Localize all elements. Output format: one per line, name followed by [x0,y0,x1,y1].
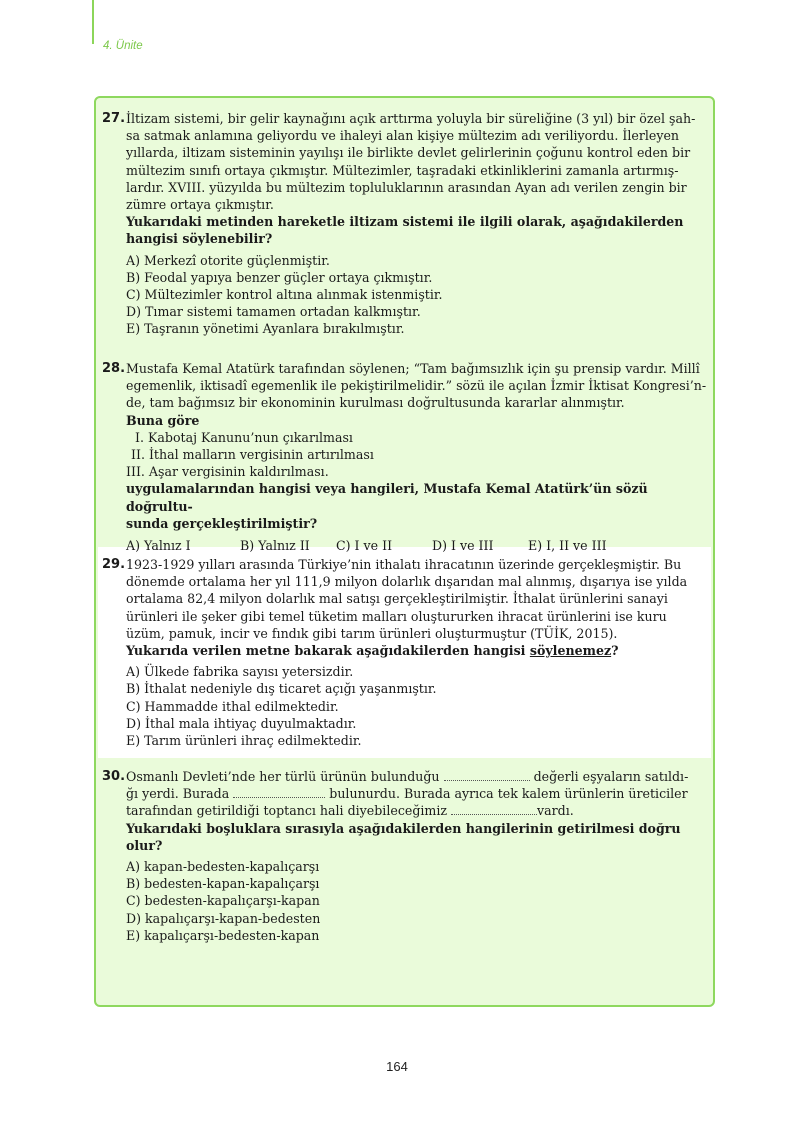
question-prompt: uygulamalarından hangisi veya hangileri, Mustafa Kemal Atatürk’ün sözü doğrultu- [126,481,648,514]
question-28 [102,360,708,554]
text-fragment: vardı. [537,803,574,819]
roman-item: I. Kabotaj Kanunu’nun çıkarılması [135,429,353,445]
question-text-line: mültezim sınıfı ortaya çıkmıştır. Mültezimler, taşradaki etkinliklerini zamanla artırmış- [126,162,679,178]
option-b[interactable]: B) bedesten-kapan-kapalıçarşı [126,876,320,892]
question-prompt [126,642,708,659]
question-text-line: dönemde ortalama her yıl 111,9 milyon dolarlık dışarıdan mal alınmış, dışarıya ise yılda [126,574,688,590]
text-fragment: değerli eşyaların satıldı- [529,769,689,784]
option-d[interactable]: D) kapalıçarşı-kapan-bedesten [126,910,321,926]
question-prompt: sunda gerçekleştirilmiştir? [126,515,318,531]
question-lead: Buna göre [126,412,200,428]
unit-label: 4. Ünite [103,40,143,52]
question-29 [102,556,708,749]
question-text-line [126,802,708,819]
question-text-line: ürünleri ile şeker gibi temel tüketim malları oluştururken ihracat ürünlerini ise kuru [126,608,667,624]
option-e[interactable]: E) kapalıçarşı-bedesten-kapan [126,927,320,943]
option-c[interactable]: C) I ve II [336,538,393,554]
question-number: 29. [102,557,126,572]
text-fragment: bulunurdu. Burada ayrıca tek kalem ürünlerin üreticiler [325,786,688,802]
page-number: 164 [386,1059,408,1074]
question-text-line: yıllarda, iltizam sisteminin yayılışı ile birlikte devlet gelirlerinin çoğunu kontrol eden bir [126,145,691,161]
question-text-line [126,785,708,802]
option-e[interactable]: E) Taşranın yönetimi Ayanlara bırakılmıştır. [126,321,405,337]
option-d[interactable]: D) İthal mala ihtiyaç duyulmaktadır. [126,715,357,731]
option-b[interactable]: B) Yalnız II [240,538,310,554]
answer-options [126,252,708,338]
question-text-line: üzüm, pamuk, incir ve fındık gibi tarım ürünleri oluşturmuştur (TÜİK, 2015). [126,625,618,641]
option-b[interactable]: B) Feodal yapıya benzer güçler ortaya çıkmıştır. [126,269,433,285]
roman-item: II. İthal malların vergisinin artırılması [131,447,374,463]
roman-item: III. Aşar vergisinin kaldırılması. [126,464,329,480]
answer-options [126,537,708,554]
question-text-line: İltizam sistemi, bir gelir kaynağını açık arttırma yoluyla bir süreliğine (3 yıl) bir özel şah- [126,111,696,126]
question-text-line: zümre ortaya çıkmıştır. [126,197,274,213]
option-c[interactable]: C) Mültezimler kontrol altına alınmak istenmiştir. [126,287,443,303]
question-text-line: de, tam bağımsız bir ekonominin kurulması doğrultusunda kararlar alınmıştır. [126,395,625,411]
option-d[interactable]: D) Tımar sistemi tamamen ortadan kalkmıştır. [126,304,421,320]
option-c[interactable]: C) Hammadde ithal edilmektedir. [126,698,339,714]
option-b[interactable]: B) İthalat nedeniyle dış ticaret açığı yaşanmıştır. [126,681,437,697]
prompt-text: Yukarıda verilen metne bakarak aşağıdakilerden hangisi [126,643,530,659]
text-fragment: ğı yerdi. Burada [126,786,234,802]
prompt-end: ? [611,643,619,659]
question-30 [102,768,708,944]
question-prompt: Yukarıdaki metinden hareketle iltizam sistemi ile ilgili olarak, aşağıdakilerden [126,214,684,230]
question-text-line: ortalama 82,4 milyon dolarlık mal satışı gerçekleştirilmiştir. İthalat ürünlerini sanayi [126,591,668,607]
question-text-line [126,768,708,785]
option-a[interactable]: A) kapan-bedesten-kapalıçarşı [126,859,320,875]
text-fragment: tarafından getirildiği toptancı hali diyebileceğimiz [126,803,452,819]
question-prompt: olur? [126,837,163,853]
option-a[interactable]: A) Yalnız I [126,538,191,554]
question-number: 28. [102,361,126,376]
question-panel [94,96,715,1007]
question-text-line: egemenlik, iktisadî egemenlik ile pekiştirilmelidir.” sözü ile açılan İzmir İktisat Kongresi’n- [126,378,707,394]
question-27 [102,110,708,338]
option-d[interactable]: D) I ve III [432,538,494,554]
prompt-underlined: söylenemez [529,643,612,659]
question-number: 27. [102,111,126,126]
roman-list [126,429,708,481]
answer-options [126,858,708,944]
option-a[interactable]: A) Ülkede fabrika sayısı yetersizdir. [126,664,354,680]
question-text-line: 1923-1929 yılları arasında Türkiye’nin ithalatı ihracatının üzerinde gerçekleşmiştir. Bu [126,557,682,572]
blank-2 [233,787,325,798]
option-c[interactable]: C) bedesten-kapalıçarşı-kapan [126,893,320,909]
question-text-line: lardır. XVIII. yüzyılda bu mültezim topluluklarının arasından Ayan adı verilen zengin bir [126,179,687,195]
blank-3 [451,804,537,815]
option-e[interactable]: E) I, II ve III [528,538,607,554]
question-text-line: Mustafa Kemal Atatürk tarafından söylenen; “Tam bağımsızlık için şu prensip vardır. Millî [126,361,700,376]
question-text-line: sa satmak anlamına geliyordu ve ihaleyi alan kişiye mültezim adı veriliyordu. İlerleyen [126,128,680,144]
question-prompt: hangisi söylenebilir? [126,231,273,247]
question-prompt: Yukarıdaki boşluklara sırasıyla aşağıdakilerden hangilerinin getirilmesi doğru [126,820,681,836]
option-e[interactable]: E) Tarım ürünleri ihraç edilmektedir. [126,733,362,749]
header-accent-line [92,0,94,44]
question-number: 30. [102,769,126,784]
answer-options [126,663,708,749]
blank-1 [444,770,530,781]
option-a[interactable]: A) Merkezî otorite güçlenmiştir. [126,252,330,268]
text-fragment: Osmanlı Devleti’nde her türlü ürünün bulunduğu [126,769,440,784]
